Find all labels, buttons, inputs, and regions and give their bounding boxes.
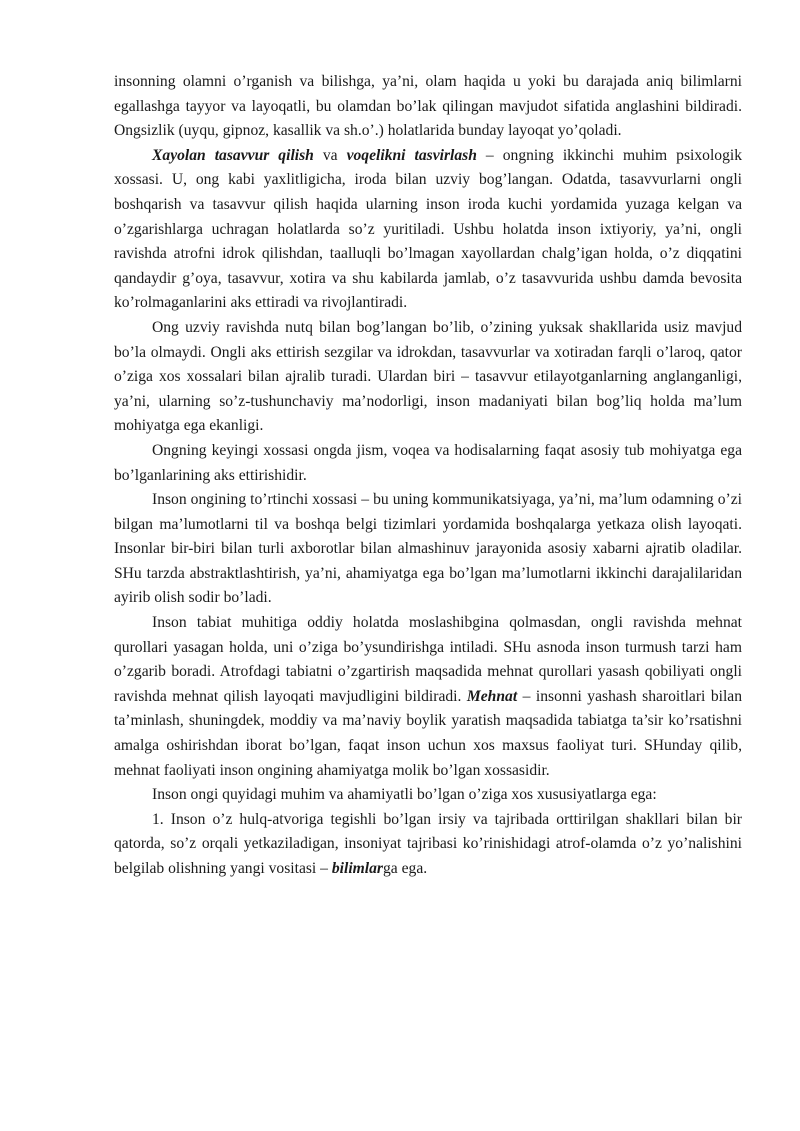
paragraph-text: Ongning keyingi xossasi ongda jism, voqea va hodisalarning faqat asosiy tub mohiyatga ega bo’lganlarining aks ettirishidir. [114, 441, 742, 484]
paragraph-text: Inson ongi quyidagi muhim va ahamiyatli bo’lgan o’ziga xos xususiyatlarga ega: [152, 786, 657, 804]
paragraph-text: Inson ongining to’rtinchi xossasi – bu uning kommunikatsiyaga, ya’ni, ma’lum odamning o’zi bilgan ma’lumotlarni til va boshqa belgi tizimlari yordamida boshqalarga yetkaza olish layoqati. Insonlar bir-biri bilan turli axborotlar bilan almashinuv jarayonida asosiy xabarni ajratib oladilar. SHu tarzda abstraktlashtirish, ya’ni, ahamiyatga ega bo’lgan ma’lumotlarni ikkinchi darajalilaridan ayirib olish sodir bo’ladi. [114, 491, 742, 607]
term-xayolan-tasavvur: Xayolan tasavvur qilish [152, 146, 314, 164]
term-mehnat: Mehnat [466, 687, 518, 705]
paragraph-text: va [313, 146, 347, 164]
paragraph-4 [114, 439, 742, 488]
paragraph-8 [114, 808, 742, 882]
paragraph-text: ga ega. [383, 860, 428, 877]
term-bilimlar: bilimlar [331, 860, 383, 877]
paragraph-text: – ongning ikkinchi muhim psixologik xossasi. U, ong kabi yaxlitligicha, iroda bilan uzviy bog’langan. Odatda, tasavvurlarni ongli boshqarish va tasavvur qilish haqida ularning inson iroda kuchi yordamida yuzaga kelgan va o’zgarishlarga uchragan holatlarda so’z yuritiladi. Ushbu holatda inson ixtiyoriy, ya’ni, ongli ravishda atrofni idrok qilishdan, taalluqli bo’lmagan xayollardan chalg’igan holda, o’z diqqatini qandaydir g’oya, tasavvur, xotira va shu kabilarda jamlab, o’z tasavvurida ushbu damda bevosita ko’rolmaganlarini aks ettiradi va rivojlantiradi. [114, 146, 742, 312]
paragraph-text: 1. Inson o’z hulq-atvoriga tegishli bo’lgan irsiy va tajribada orttirilgan shakllari bilan bir qatorda, so’z orqali yetkaziladigan, insoniyat tajribasi ko’rinishidagi atrof-olamda o’z yo’nalishini belgilab olishning yangi vositasi – [114, 810, 742, 877]
paragraph-text: Ong uzviy ravishda nutq bilan bog’langan bo’lib, o’zining yuksak shakllarida usiz mavjud bo’la olmaydi. Ongli aks ettirish sezgilar va idrokdan, tasavvurlar va xotiradan farqli o’laroq, qator o’ziga xos xossalari bilan ajralib turadi. Ulardan biri – tasavvur etilayotganlarning anglanganligi, ya’ni, ularning so’z-tushunchaviy ma’nodorligi, inson madaniyati bilan bog’liq holda ma’lum mohiyatga ega ekanligi. [114, 318, 742, 435]
term-voqelikni-tasvirlash: voqelikni tasvirlash [346, 146, 477, 164]
paragraph-7 [114, 783, 742, 808]
paragraph-2 [114, 144, 742, 316]
paragraph-1 [114, 70, 742, 144]
paragraph-3 [114, 316, 742, 439]
paragraph-6 [114, 611, 742, 783]
paragraph-5 [114, 488, 742, 611]
paragraph-text: insonning olamni o’rganish va bilishga, ya’ni, olam haqida u yoki bu darajada aniq bilimlarni egallashga tayyor va layoqatli, bu olamdan bo’lak qilingan mavjudot sifatida anglashini bildiradi. Ongsizlik (uyqu, gipnoz, kasallik va sh.o’.) holatlarida bunday layoqat yo’qoladi. [114, 73, 742, 140]
paragraph-text: – insonni yashash sharoitlari bilan ta’minlash, shuningdek, moddiy va ma’naviy boylik yaratish maqsadida tabiatga ta’sir ko’rsatishni amalga oshirishdan iborat bo’lgan, faqat inson uchun xos maxsus faoliyat turi. SHunday qilib, mehnat faoliyati inson ongining ahamiyatga molik bo’lgan xossasidir. [114, 687, 743, 779]
paragraph-text: Inson tabiat muhitiga oddiy holatda moslashibgina qolmasdan, ongli ravishda mehnat qurollari yasagan holda, uni o’ziga bo’ysundirishga intiladi. SHu asnoda inson turmush tarzi ham o’zgarib boradi. Atrofdagi tabiatni o’zgartirish maqsadida mehnat qurollari yasash qobiliyati ongli ravishda mehnat qilish layoqati mavjudligini bildiradi. [114, 614, 742, 705]
document-page [114, 70, 742, 882]
